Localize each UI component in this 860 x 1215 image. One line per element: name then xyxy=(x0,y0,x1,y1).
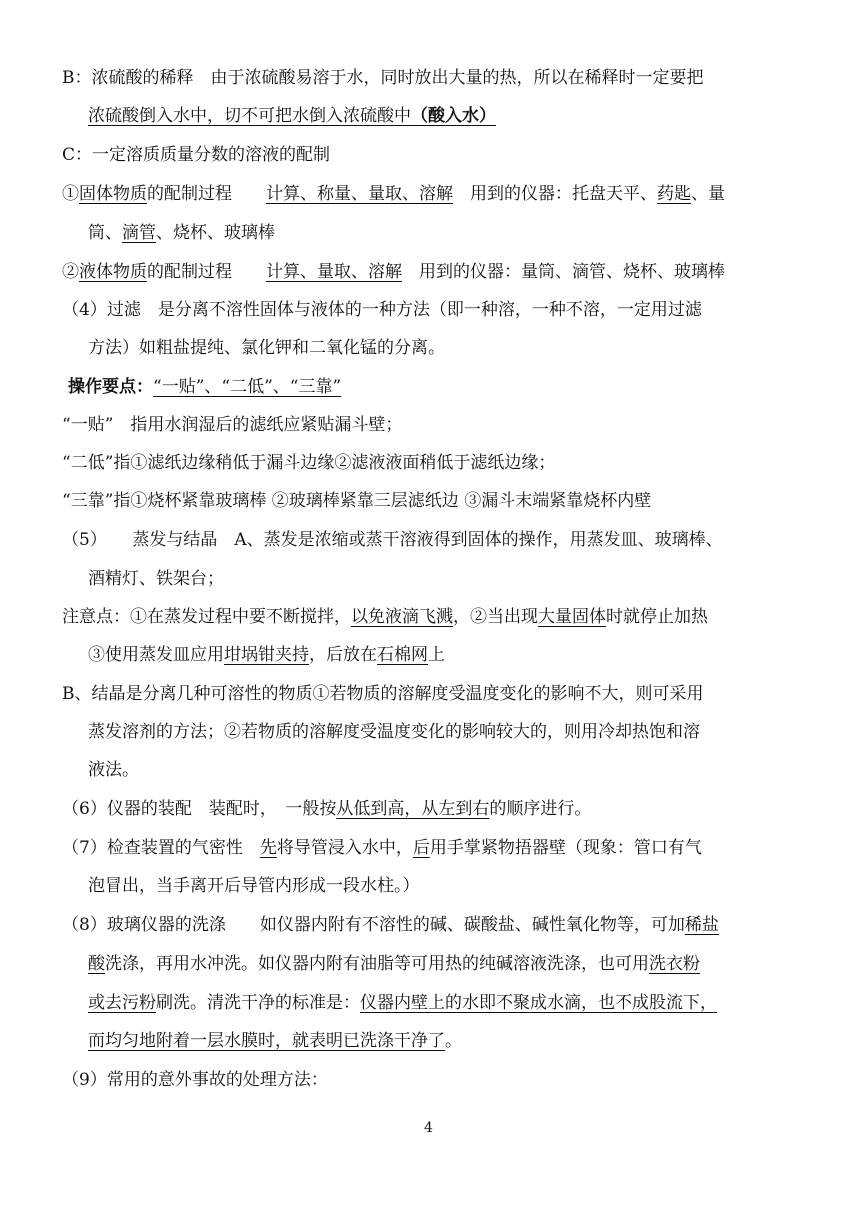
text-run: 刷洗。清洗干净的标准是： xyxy=(156,993,360,1013)
underlined-text: 固体物质 xyxy=(79,184,147,204)
text-run: 酒精灯、铁架台； xyxy=(88,569,224,589)
underlined-text: 酸 xyxy=(88,954,105,974)
text-run: 蒸发溶剂的方法；②若物质的溶解度受温度变化的影响较大的，则用冷却热饱和溶 xyxy=(88,722,700,742)
text-run: 泡冒出，当手离开后导管内形成一段水柱。） xyxy=(88,876,420,896)
text-run: B、结晶是分离几种可溶性的物质①若物质的溶解度受温度变化的影响不大，则可采用 xyxy=(62,684,704,704)
text-line xyxy=(62,1070,328,1090)
underlined-text: 坩埚钳夹持 xyxy=(224,645,309,665)
text-run: ② xyxy=(62,262,79,282)
text-run: 液法。 xyxy=(88,760,139,780)
text-line xyxy=(62,262,725,282)
text-line xyxy=(88,338,445,358)
text-line xyxy=(88,223,275,243)
text-run: C：一定溶质质量分数的溶液的配制 xyxy=(62,145,331,165)
text-line xyxy=(62,915,719,935)
text-line xyxy=(88,876,420,896)
text-run: B：浓硫酸的稀释 由于浓硫酸易溶于水，同时放出大量的热，所以在稀释时一定要把 xyxy=(62,68,704,88)
text-run: （9）常用的意外事故的处理方法： xyxy=(62,1070,328,1090)
text-run: 将导管浸入水中， xyxy=(276,838,413,858)
text-run: 洗涤，再用水冲洗。如仪器内附有油脂等可用热的纯碱溶液洗涤，也可用 xyxy=(105,954,649,974)
text-run: （7）检查装置的气密性 xyxy=(62,838,260,858)
text-line xyxy=(68,377,341,397)
text-run: 时就停止加热 xyxy=(606,607,708,627)
text-line xyxy=(62,838,702,858)
text-line xyxy=(62,684,704,704)
text-line xyxy=(62,300,702,320)
text-line xyxy=(88,645,445,665)
text-run: 的配制过程 xyxy=(147,262,266,282)
text-line xyxy=(62,530,723,550)
underlined-text: 滴管 xyxy=(122,223,156,243)
text-run: ，②当出现 xyxy=(453,607,538,627)
underlined-text: 药匙 xyxy=(657,184,691,204)
text-run: 方法）如粗盐提纯、氯化钾和二氧化锰的分离。 xyxy=(88,338,445,358)
text-line xyxy=(88,760,139,780)
text-run: 筒、 xyxy=(88,223,122,243)
text-run: 、量 xyxy=(691,184,725,204)
text-run: 的配制过程 xyxy=(147,184,266,204)
underlined-text: 仪器内壁上的水即不聚成水滴，也不成股流下， xyxy=(360,993,717,1013)
text-run: 。 xyxy=(445,1031,462,1051)
underlined-text: 浓硫酸倒入水中，切不可把水倒入浓硫酸中 xyxy=(88,106,411,126)
text-line xyxy=(62,453,555,473)
text-run: ③使用蒸发皿应用 xyxy=(88,645,224,665)
underlined-text: “一贴”、“二低”、“三靠” xyxy=(153,377,342,397)
text-run: ① xyxy=(62,184,79,204)
bold-underlined-text: （酸入水） xyxy=(411,106,496,126)
underlined-text: 后 xyxy=(412,838,430,858)
underlined-text: 液体物质 xyxy=(79,262,147,282)
text-run: 用手掌紧物捂器壁（现象：管口有气 xyxy=(429,838,702,858)
text-run: （4）过滤 是分离不溶性固体与液体的一种方法（即一种溶，一种不溶，一定用过滤 xyxy=(62,300,702,320)
text-line xyxy=(88,569,224,589)
underlined-text: 而均匀地附着一层水膜时，就表明已洗涤干净了 xyxy=(88,1031,445,1051)
underlined-text: 洗衣粉 xyxy=(649,954,700,974)
text-line xyxy=(62,145,330,165)
underlined-text: 计算、量取、溶解 xyxy=(266,262,402,282)
underlined-text: 计算、称量、量取、溶解 xyxy=(266,184,453,204)
text-run: 上 xyxy=(428,645,445,665)
text-run: ，后放在 xyxy=(309,645,377,665)
text-run: （6）仪器的装配 装配时， 一般按 xyxy=(62,799,337,819)
underlined-text: 或去污粉 xyxy=(88,993,156,1013)
text-run: （5） 蒸发与结晶 A、蒸发是浓缩或蒸干溶液得到固体的操作，用蒸发皿、玻璃棒、 xyxy=(62,530,723,550)
underlined-text: 以免液滴飞溅 xyxy=(351,607,453,627)
text-run: “一贴” 指用水润湿后的滤纸应紧贴漏斗壁； xyxy=(62,415,403,435)
text-run: 的顺序进行。 xyxy=(489,799,592,819)
text-run: （8）玻璃仪器的洗涤 如仪器内附有不溶性的碱、碳酸盐、碱性氧化物等，可加 xyxy=(62,915,685,935)
text-line xyxy=(62,415,402,435)
text-run: “二低”指①滤纸边缘稍低于漏斗边缘②滤液液面稍低于滤纸边缘； xyxy=(62,453,556,473)
bold-heading: 操作要点： xyxy=(68,377,153,397)
text-line xyxy=(88,993,717,1013)
text-run: 用到的仪器：量筒、滴管、烧杯、玻璃棒 xyxy=(402,262,725,282)
underlined-text: 稀盐 xyxy=(684,915,719,935)
underlined-text: 从低到高，从左到右 xyxy=(336,799,490,819)
text-line xyxy=(88,722,700,742)
text-line xyxy=(88,1031,462,1051)
text-run: 用到的仪器：托盘天平、 xyxy=(453,184,657,204)
text-line xyxy=(88,106,496,126)
underlined-text: 石棉网 xyxy=(377,645,428,665)
page-number: 4 xyxy=(424,1120,433,1136)
text-line xyxy=(62,184,725,204)
underlined-text: 先 xyxy=(259,838,277,858)
text-line xyxy=(62,799,591,819)
text-run: 、烧杯、玻璃棒 xyxy=(156,223,275,243)
text-run: “三靠”指①烧杯紧靠玻璃棒 ②玻璃棒紧靠三层滤纸边 ③漏斗末端紧靠烧杯内壁 xyxy=(62,491,652,511)
text-line xyxy=(62,491,651,511)
text-line xyxy=(62,68,704,88)
text-line xyxy=(62,607,708,627)
text-run: 注意点：①在蒸发过程中要不断搅拌， xyxy=(62,607,351,627)
underlined-text: 大量固体 xyxy=(538,607,606,627)
text-line xyxy=(88,954,700,974)
